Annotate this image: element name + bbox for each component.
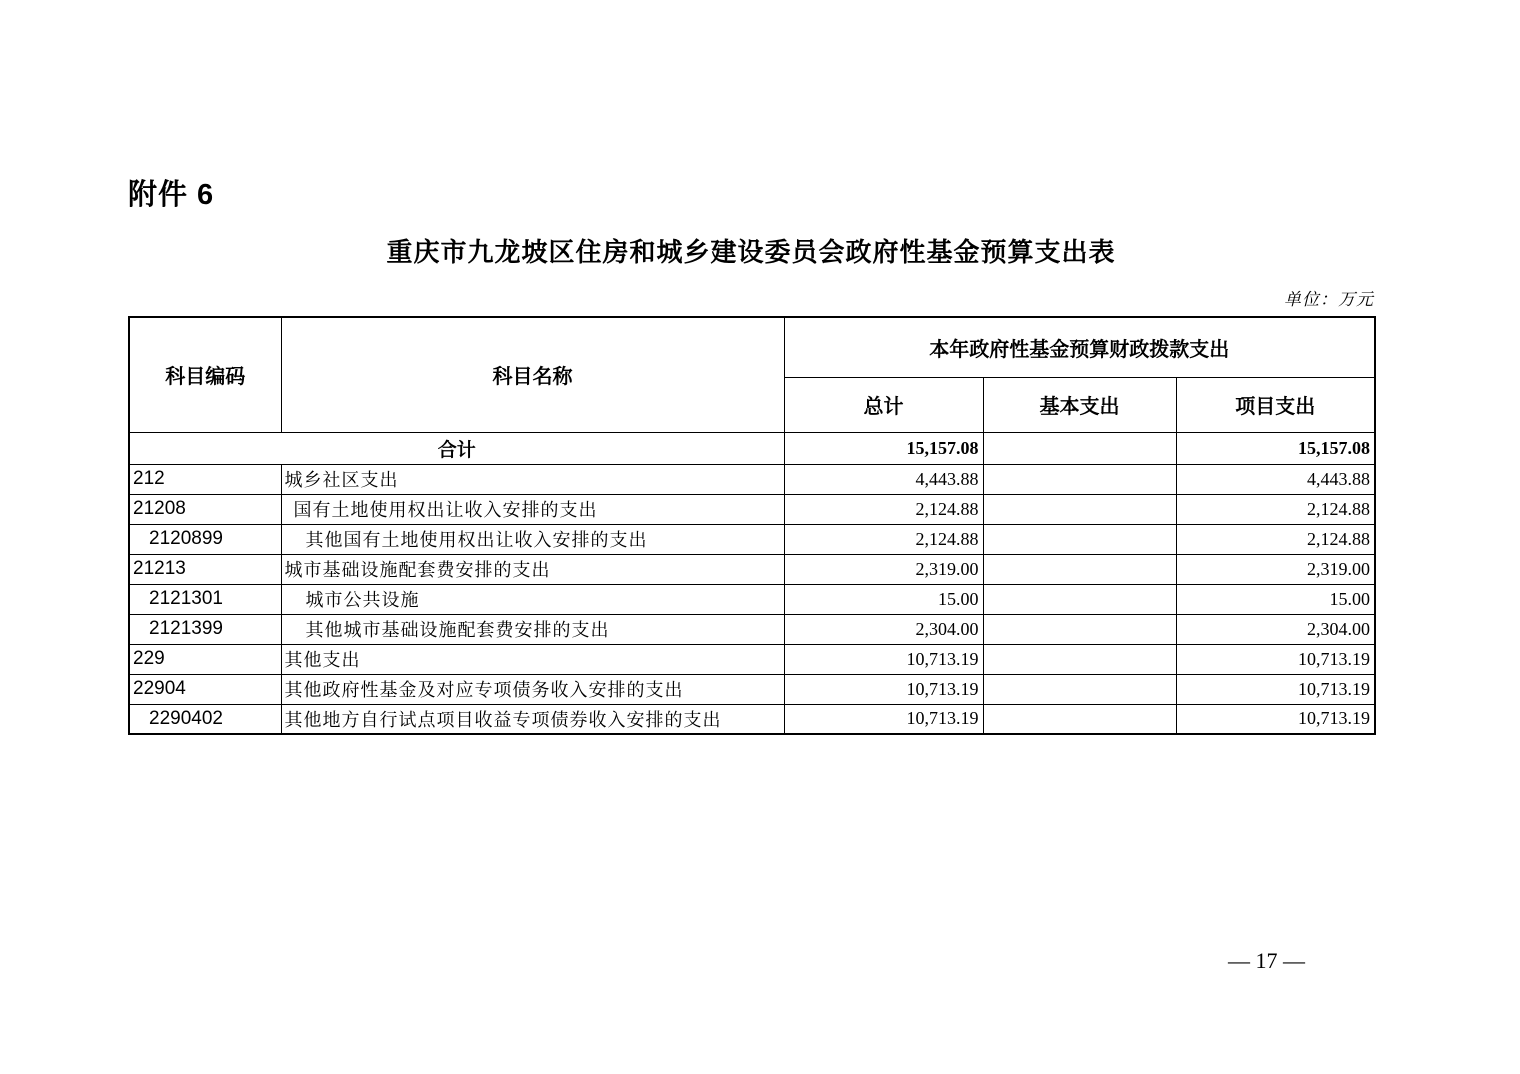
header-code: 科目编码 [129, 317, 281, 432]
attachment-label: 附件 6 [128, 179, 215, 211]
table-body [129, 432, 1375, 734]
name-cell: 其他政府性基金及对应专项债务收入安排的支出 [281, 674, 784, 704]
page-number: — 17 — [1228, 948, 1305, 973]
table-row [129, 494, 1375, 524]
summary-basic-cell [983, 432, 1176, 464]
code-cell: 2120899 [129, 524, 281, 554]
budget-table [128, 316, 1376, 735]
summary-label: 合计 [129, 432, 784, 464]
code-cell: 22904 [129, 674, 281, 704]
name-cell: 国有土地使用权出让收入安排的支出 [281, 494, 784, 524]
table-row [129, 614, 1375, 644]
basic-cell [983, 584, 1176, 614]
name-cell: 城市公共设施 [281, 584, 784, 614]
total-cell: 4,443.88 [784, 464, 983, 494]
total-cell: 10,713.19 [784, 644, 983, 674]
name-cell: 其他支出 [281, 644, 784, 674]
basic-cell [983, 614, 1176, 644]
table-row [129, 704, 1375, 734]
project-cell: 2,124.88 [1176, 494, 1375, 524]
total-cell: 10,713.19 [784, 704, 983, 734]
name-cell: 城市基础设施配套费安排的支出 [281, 554, 784, 584]
basic-cell [983, 704, 1176, 734]
code-cell: 2290402 [129, 704, 281, 734]
document-content [128, 232, 1374, 735]
project-cell: 10,713.19 [1176, 704, 1375, 734]
project-cell: 2,319.00 [1176, 554, 1375, 584]
header-group: 本年政府性基金预算财政拨款支出 [784, 317, 1375, 377]
project-cell: 10,713.19 [1176, 644, 1375, 674]
header-total: 总计 [784, 377, 983, 432]
table-row [129, 674, 1375, 704]
table-row [129, 464, 1375, 494]
code-cell: 229 [129, 644, 281, 674]
name-cell: 其他国有土地使用权出让收入安排的支出 [281, 524, 784, 554]
total-cell: 15.00 [784, 584, 983, 614]
basic-cell [983, 464, 1176, 494]
total-cell: 10,713.19 [784, 674, 983, 704]
basic-cell [983, 674, 1176, 704]
total-cell: 2,319.00 [784, 554, 983, 584]
header-project: 项目支出 [1176, 377, 1375, 432]
total-cell: 2,304.00 [784, 614, 983, 644]
code-cell: 2121301 [129, 584, 281, 614]
code-cell: 21213 [129, 554, 281, 584]
name-cell: 城乡社区支出 [281, 464, 784, 494]
project-cell: 10,713.19 [1176, 674, 1375, 704]
header-name: 科目名称 [281, 317, 784, 432]
name-cell: 其他地方自行试点项目收益专项债券收入安排的支出 [281, 704, 784, 734]
page-title: 重庆市九龙坡区住房和城乡建设委员会政府性基金预算支出表 [386, 238, 1116, 267]
project-cell: 2,124.88 [1176, 524, 1375, 554]
project-cell: 2,304.00 [1176, 614, 1375, 644]
summary-project-cell: 15,157.08 [1176, 432, 1375, 464]
total-cell: 2,124.88 [784, 494, 983, 524]
code-cell: 21208 [129, 494, 281, 524]
project-cell: 4,443.88 [1176, 464, 1375, 494]
table-row [129, 524, 1375, 554]
basic-cell [983, 644, 1176, 674]
header-basic: 基本支出 [983, 377, 1176, 432]
table-row [129, 644, 1375, 674]
table-row [129, 584, 1375, 614]
summary-total-cell: 15,157.08 [784, 432, 983, 464]
summary-row [129, 432, 1375, 464]
basic-cell [983, 494, 1176, 524]
total-cell: 2,124.88 [784, 524, 983, 554]
basic-cell [983, 554, 1176, 584]
name-cell: 其他城市基础设施配套费安排的支出 [281, 614, 784, 644]
project-cell: 15.00 [1176, 584, 1375, 614]
code-cell: 212 [129, 464, 281, 494]
unit-note: 单位：万元 [1284, 290, 1374, 309]
basic-cell [983, 524, 1176, 554]
table-row [129, 554, 1375, 584]
code-cell: 2121399 [129, 614, 281, 644]
table-header [129, 317, 1375, 432]
